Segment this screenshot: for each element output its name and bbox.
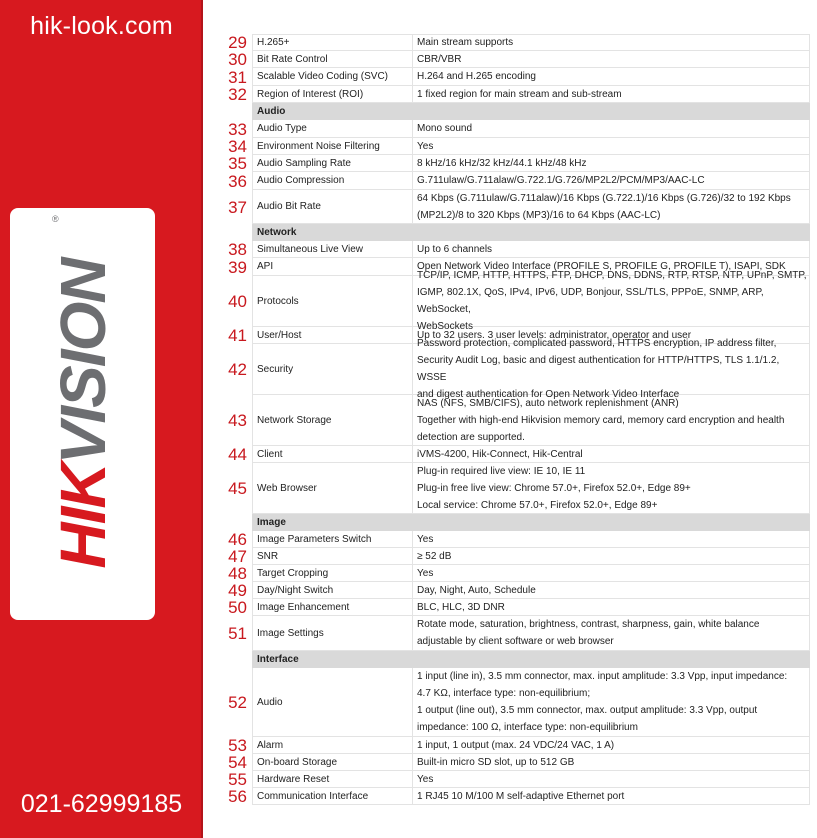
spec-row: [252, 599, 810, 616]
spec-value: [413, 548, 810, 564]
row-number: 56: [228, 787, 247, 806]
spec-value-line: 1 input (line in), 3.5 mm connector, max. input amplitude: 3.3 Vpp, input impedance:: [417, 671, 788, 682]
spec-label: Bit Rate Control: [252, 51, 413, 67]
spec-row: [252, 86, 810, 103]
row-number: 37: [228, 197, 247, 217]
spec-value-line: Up to 6 channels: [417, 243, 493, 255]
spec-label: Image Settings: [252, 616, 413, 650]
spec-value: [413, 395, 810, 445]
spec-row: [252, 338, 810, 400]
spec-value-line: impedance: 100 Ω, interface type: non-equilibrium: [417, 722, 638, 733]
row-number: 39: [228, 257, 247, 277]
spec-label: Audio Compression: [252, 172, 413, 189]
spec-value-line: Plug-in free live view: Chrome 57.0+, Firefox 52.0+, Edge 89+: [417, 482, 691, 494]
spec-value: [413, 582, 810, 598]
sidebar-edge: [201, 0, 203, 838]
spec-value-line: ≥ 52 dB: [417, 550, 452, 562]
spec-row: [252, 446, 810, 463]
row-number: 40: [228, 292, 247, 311]
spec-label: Simultaneous Live View: [252, 241, 413, 257]
row-number: 43: [228, 411, 247, 430]
spec-row: [252, 582, 810, 599]
row-number: 35: [228, 154, 247, 173]
spec-value-line: 1 input, 1 output (max. 24 VDC/24 VAC, 1 A): [417, 739, 615, 751]
spec-value: [413, 86, 810, 102]
spec-value: [413, 138, 810, 154]
spec-row: [252, 395, 810, 446]
spec-value: [413, 241, 810, 257]
spec-row: [252, 241, 810, 258]
spec-value-line: 1 output (line out), 3.5 mm connector, max. output amplitude: 3.3 Vpp, output: [417, 705, 758, 716]
spec-value-line: (MP2L2)/8 to 320 Kbps (MP3)/16 to 64 Kbps (AAC-LC): [417, 209, 661, 221]
spec-value-line: Mono sound: [417, 123, 473, 134]
spec-value: [413, 190, 810, 223]
spec-label: Web Browser: [252, 463, 413, 513]
row-number: 41: [228, 326, 247, 345]
spec-row: [252, 737, 810, 754]
spec-value: [413, 668, 810, 736]
spec-value-line: 1 fixed region for main stream and sub-stream: [417, 88, 622, 100]
spec-value: [413, 531, 810, 547]
spec-value: [413, 788, 810, 804]
row-number: 48: [228, 564, 247, 583]
spec-label: Security: [252, 344, 413, 394]
row-number: 55: [228, 770, 247, 789]
section-title: Image: [257, 516, 286, 528]
spec-label: Hardware Reset: [252, 771, 413, 787]
spec-row: [252, 172, 810, 190]
logo-vision-text: VISION: [46, 259, 119, 465]
section-header: [252, 651, 810, 668]
spec-value: [413, 51, 810, 67]
section-title: Network: [257, 226, 297, 238]
spec-value: [413, 155, 810, 171]
section-header: [252, 224, 810, 241]
spec-value-line: 64 Kbps (G.711ulaw/G.711alaw)/16 Kbps (G.722.1)/16 Kbps (G.726)/32 to 192 Kbps: [417, 192, 791, 204]
row-number: 33: [228, 119, 247, 139]
section-header: [252, 103, 810, 120]
row-number: 47: [228, 547, 247, 566]
row-number: 49: [228, 581, 247, 600]
spec-row: [252, 155, 810, 172]
spec-label: Audio Type: [252, 120, 413, 137]
spec-value-line: Security Audit Log, basic and digest authentication for HTTP/HTTPS, TLS 1.1/1.2, WSSE: [417, 355, 780, 383]
spec-value-line: Plug-in required live view: IE 10, IE 11: [417, 465, 586, 477]
spec-value: [413, 771, 810, 787]
spec-value: [413, 68, 810, 85]
spec-value: [413, 120, 810, 137]
spec-value-line: adjustable by client software or web browser: [417, 636, 614, 647]
row-number: 52: [228, 693, 247, 712]
spec-value-line: CBR/VBR: [417, 53, 462, 65]
spec-value-line: 8 kHz/16 kHz/32 kHz/44.1 kHz/48 kHz: [417, 157, 587, 169]
spec-row: [252, 668, 810, 737]
spec-row: [252, 788, 810, 805]
spec-value-line: Yes: [417, 567, 434, 579]
spec-value-line: Built-in micro SD slot, up to 512 GB: [417, 756, 575, 768]
section-header: [252, 514, 810, 531]
spec-value: [413, 34, 810, 50]
spec-value-line: Up to 32 users. 3 user levels: administrator, operator and user: [417, 329, 692, 341]
row-number: 42: [228, 360, 247, 379]
spec-value-line: TCP/IP, ICMP, HTTP, HTTPS, FTP, DHCP, DNS, DDNS, RTP, RTSP, NTP, UPnP, SMTP,: [417, 270, 807, 281]
spec-value-line: Yes: [417, 533, 434, 545]
spec-row: [252, 34, 810, 51]
spec-value-line: Yes: [417, 773, 434, 785]
spec-label: Audio: [252, 668, 413, 736]
spec-value: [413, 565, 810, 581]
spec-label: Target Cropping: [252, 565, 413, 581]
row-number: 45: [228, 479, 247, 498]
row-number: 32: [228, 85, 247, 104]
spec-value: [413, 338, 810, 400]
spec-row: [252, 138, 810, 155]
row-number: 29: [228, 33, 247, 52]
phone-number: 021-62999185: [20, 790, 183, 818]
spec-label: Audio Bit Rate: [252, 190, 413, 223]
spec-value: [413, 737, 810, 753]
spec-value-line: H.264 and H.265 encoding: [417, 71, 536, 82]
spec-value: [413, 463, 810, 513]
spec-row: [252, 51, 810, 68]
spec-value-line: Together with high-end Hikvision memory card, memory card encryption and health: [417, 414, 785, 426]
spec-label: Audio Sampling Rate: [252, 155, 413, 171]
spec-row: [252, 190, 810, 224]
website-label: hik-look.com: [30, 12, 173, 40]
spec-label: H.265+: [252, 34, 413, 50]
spec-value-line: detection are supported.: [417, 431, 525, 443]
spec-value: [413, 270, 810, 332]
spec-label: Day/Night Switch: [252, 582, 413, 598]
spec-row: [252, 565, 810, 582]
spec-label: On-board Storage: [252, 754, 413, 770]
spec-value-line: Open Network Video Interface (PROFILE S, PROFILE G, PROFILE T), ISAPI, SDK: [417, 261, 786, 272]
spec-row: [252, 270, 810, 332]
spec-label: User/Host: [252, 327, 413, 343]
spec-value-line: Day, Night, Auto, Schedule: [417, 584, 536, 596]
spec-label: SNR: [252, 548, 413, 564]
section-title: Audio: [257, 105, 286, 117]
spec-value-line: 4.7 KΩ, interface type: non-equilibrium;: [417, 688, 591, 699]
spec-value-line: WebSockets: [417, 321, 473, 332]
spec-label: Environment Noise Filtering: [252, 138, 413, 154]
spec-value-line: Yes: [417, 140, 434, 152]
spec-label: Communication Interface: [252, 788, 413, 804]
hikvision-logo: [10, 208, 155, 620]
spec-value-line: iVMS-4200, Hik-Connect, Hik-Central: [417, 448, 583, 460]
spec-label: Client: [252, 446, 413, 462]
row-number: 31: [228, 67, 247, 87]
row-number: 51: [228, 624, 247, 643]
row-number: 30: [228, 50, 247, 69]
spec-value-line: Password protection, complicated password, HTTPS encryption, IP address filter,: [417, 338, 777, 349]
spec-label: Protocols: [252, 276, 413, 326]
spec-row: [252, 531, 810, 548]
spec-label: Alarm: [252, 737, 413, 753]
row-number: 38: [228, 240, 247, 259]
row-number: 44: [228, 445, 247, 464]
spec-value-line: G.711ulaw/G.711alaw/G.722.1/G.726/MP2L2/PCM/MP3/AAC-LC: [417, 175, 705, 186]
spec-value: [413, 172, 810, 189]
spec-label: Region of Interest (ROI): [252, 86, 413, 102]
spec-value-line: Local service: Chrome 57.0+, Firefox 52.0+, Edge 89+: [417, 499, 658, 511]
spec-value-line: Rotate mode, saturation, brightness, contrast, sharpness, gain, white balance: [417, 619, 760, 630]
row-number: 54: [228, 753, 247, 772]
spec-value: [413, 599, 810, 615]
spec-value-line: NAS (NFS, SMB/CIFS), auto network replenishment (ANR): [417, 397, 679, 409]
section-title: Interface: [257, 653, 299, 665]
spec-row: [252, 68, 810, 86]
spec-label: API: [252, 258, 413, 275]
row-number: 53: [228, 736, 247, 755]
spec-value-line: BLC, HLC, 3D DNR: [417, 601, 505, 613]
spec-label: Scalable Video Coding (SVC): [252, 68, 413, 85]
spec-label: Image Parameters Switch: [252, 531, 413, 547]
spec-row: [252, 771, 810, 788]
spec-row: [252, 754, 810, 771]
spec-row: [252, 463, 810, 514]
spec-value-line: 1 RJ45 10 M/100 M self-adaptive Ethernet port: [417, 790, 625, 802]
spec-label: Network Storage: [252, 395, 413, 445]
row-number: 34: [228, 137, 247, 156]
row-number: 46: [228, 530, 247, 549]
spec-row: [252, 120, 810, 138]
spec-value: [413, 616, 810, 650]
spec-value-line: IGMP, 802.1X, QoS, IPv4, IPv6, UDP, Bonjour, SSL/TLS, PPPoE, SNMP, ARP, WebSocket,: [417, 287, 764, 315]
spec-row: [252, 548, 810, 565]
spec-value-line: and digest authentication for Open Network Video Interface: [417, 389, 680, 400]
brand-sidebar: [0, 0, 203, 838]
row-number: 50: [228, 598, 247, 617]
spec-row: [252, 616, 810, 651]
registered-mark-icon: ®: [52, 214, 59, 224]
spec-value-line: Main stream supports: [417, 36, 514, 48]
logo-hik-text: HIK: [46, 464, 119, 569]
spec-value: [413, 446, 810, 462]
spec-label: Image Enhancement: [252, 599, 413, 615]
spec-value: [413, 754, 810, 770]
row-number: 36: [228, 171, 247, 191]
